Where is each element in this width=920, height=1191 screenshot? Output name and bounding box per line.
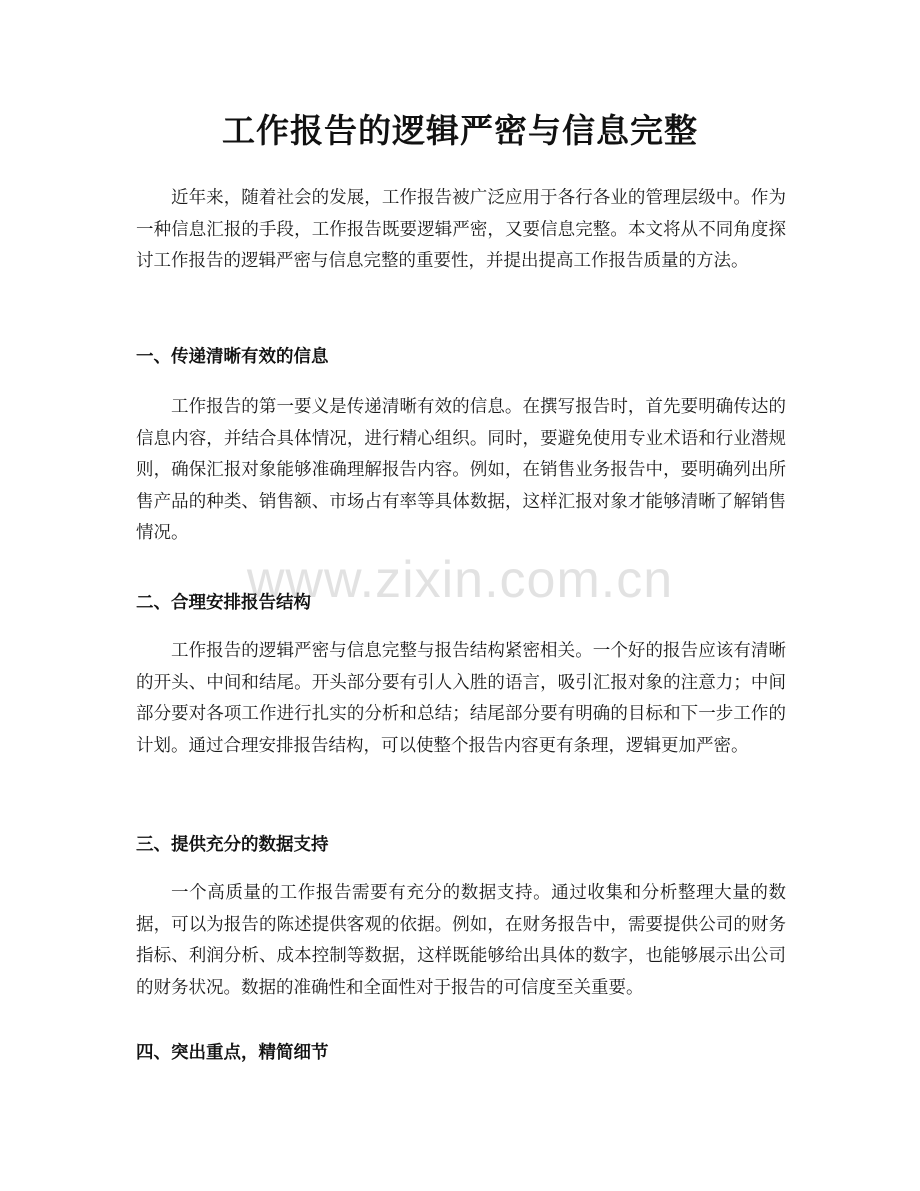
section-heading-4: 四、突出重点，精简细节 [136,1043,329,1063]
section-body-3: 一个高质量的工作报告需要有充分的数据支持。通过收集和分析整理大量的数据，可以为报告的陈述提供客观的依据。例如，在财务报告中，需要提供公司的财务指标、利润分析、成本控制等数据，这样既能够给出具体的数字，也能够展示出公司的财务状况。数据的准确性和全面性对于报告的可信度至关重要。 [136,883,786,998]
section-body-1: 工作报告的第一要义是传递清晰有效的信息。在撰写报告时，首先要明确传达的信息内容，并结合具体情况，进行精心组织。同时，要避免使用专业术语和行业潜规则，确保汇报对象能够准确理解报告内容。例如，在销售业务报告中，要明确列出所售产品的种类、销售额、市场占有率等具体数据，这样汇报对象才能够清晰了解销售情况。 [136,397,786,543]
section-body-2: 工作报告的逻辑严密与信息完整与报告结构紧密相关。一个好的报告应该有清晰的开头、中间和结尾。开头部分要有引人入胜的语言，吸引汇报对象的注意力；中间部分要对各项工作进行扎实的分析和总结；结尾部分要有明确的目标和下一步工作的计划。通过合理安排报告结构，可以使整个报告内容更有条理，逻辑更加严密。 [136,641,786,756]
section-heading-3: 三、提供充分的数据支持 [136,835,329,855]
intro-paragraph: 近年来，随着社会的发展，工作报告被广泛应用于各行各业的管理层级中。作为一种信息汇报的手段，工作报告既要逻辑严密，又要信息完整。本文将从不同角度探讨工作报告的逻辑严密与信息完整的重要性，并提出提高工作报告质量的方法。 [136,188,786,271]
watermark-text: www.zixin.com.cn [246,551,674,609]
section-heading-2: 二、合理安排报告结构 [136,593,311,613]
document-title: 工作报告的逻辑严密与信息完整 [222,111,698,150]
section-heading-1: 一、传递清晰有效的信息 [136,347,329,367]
